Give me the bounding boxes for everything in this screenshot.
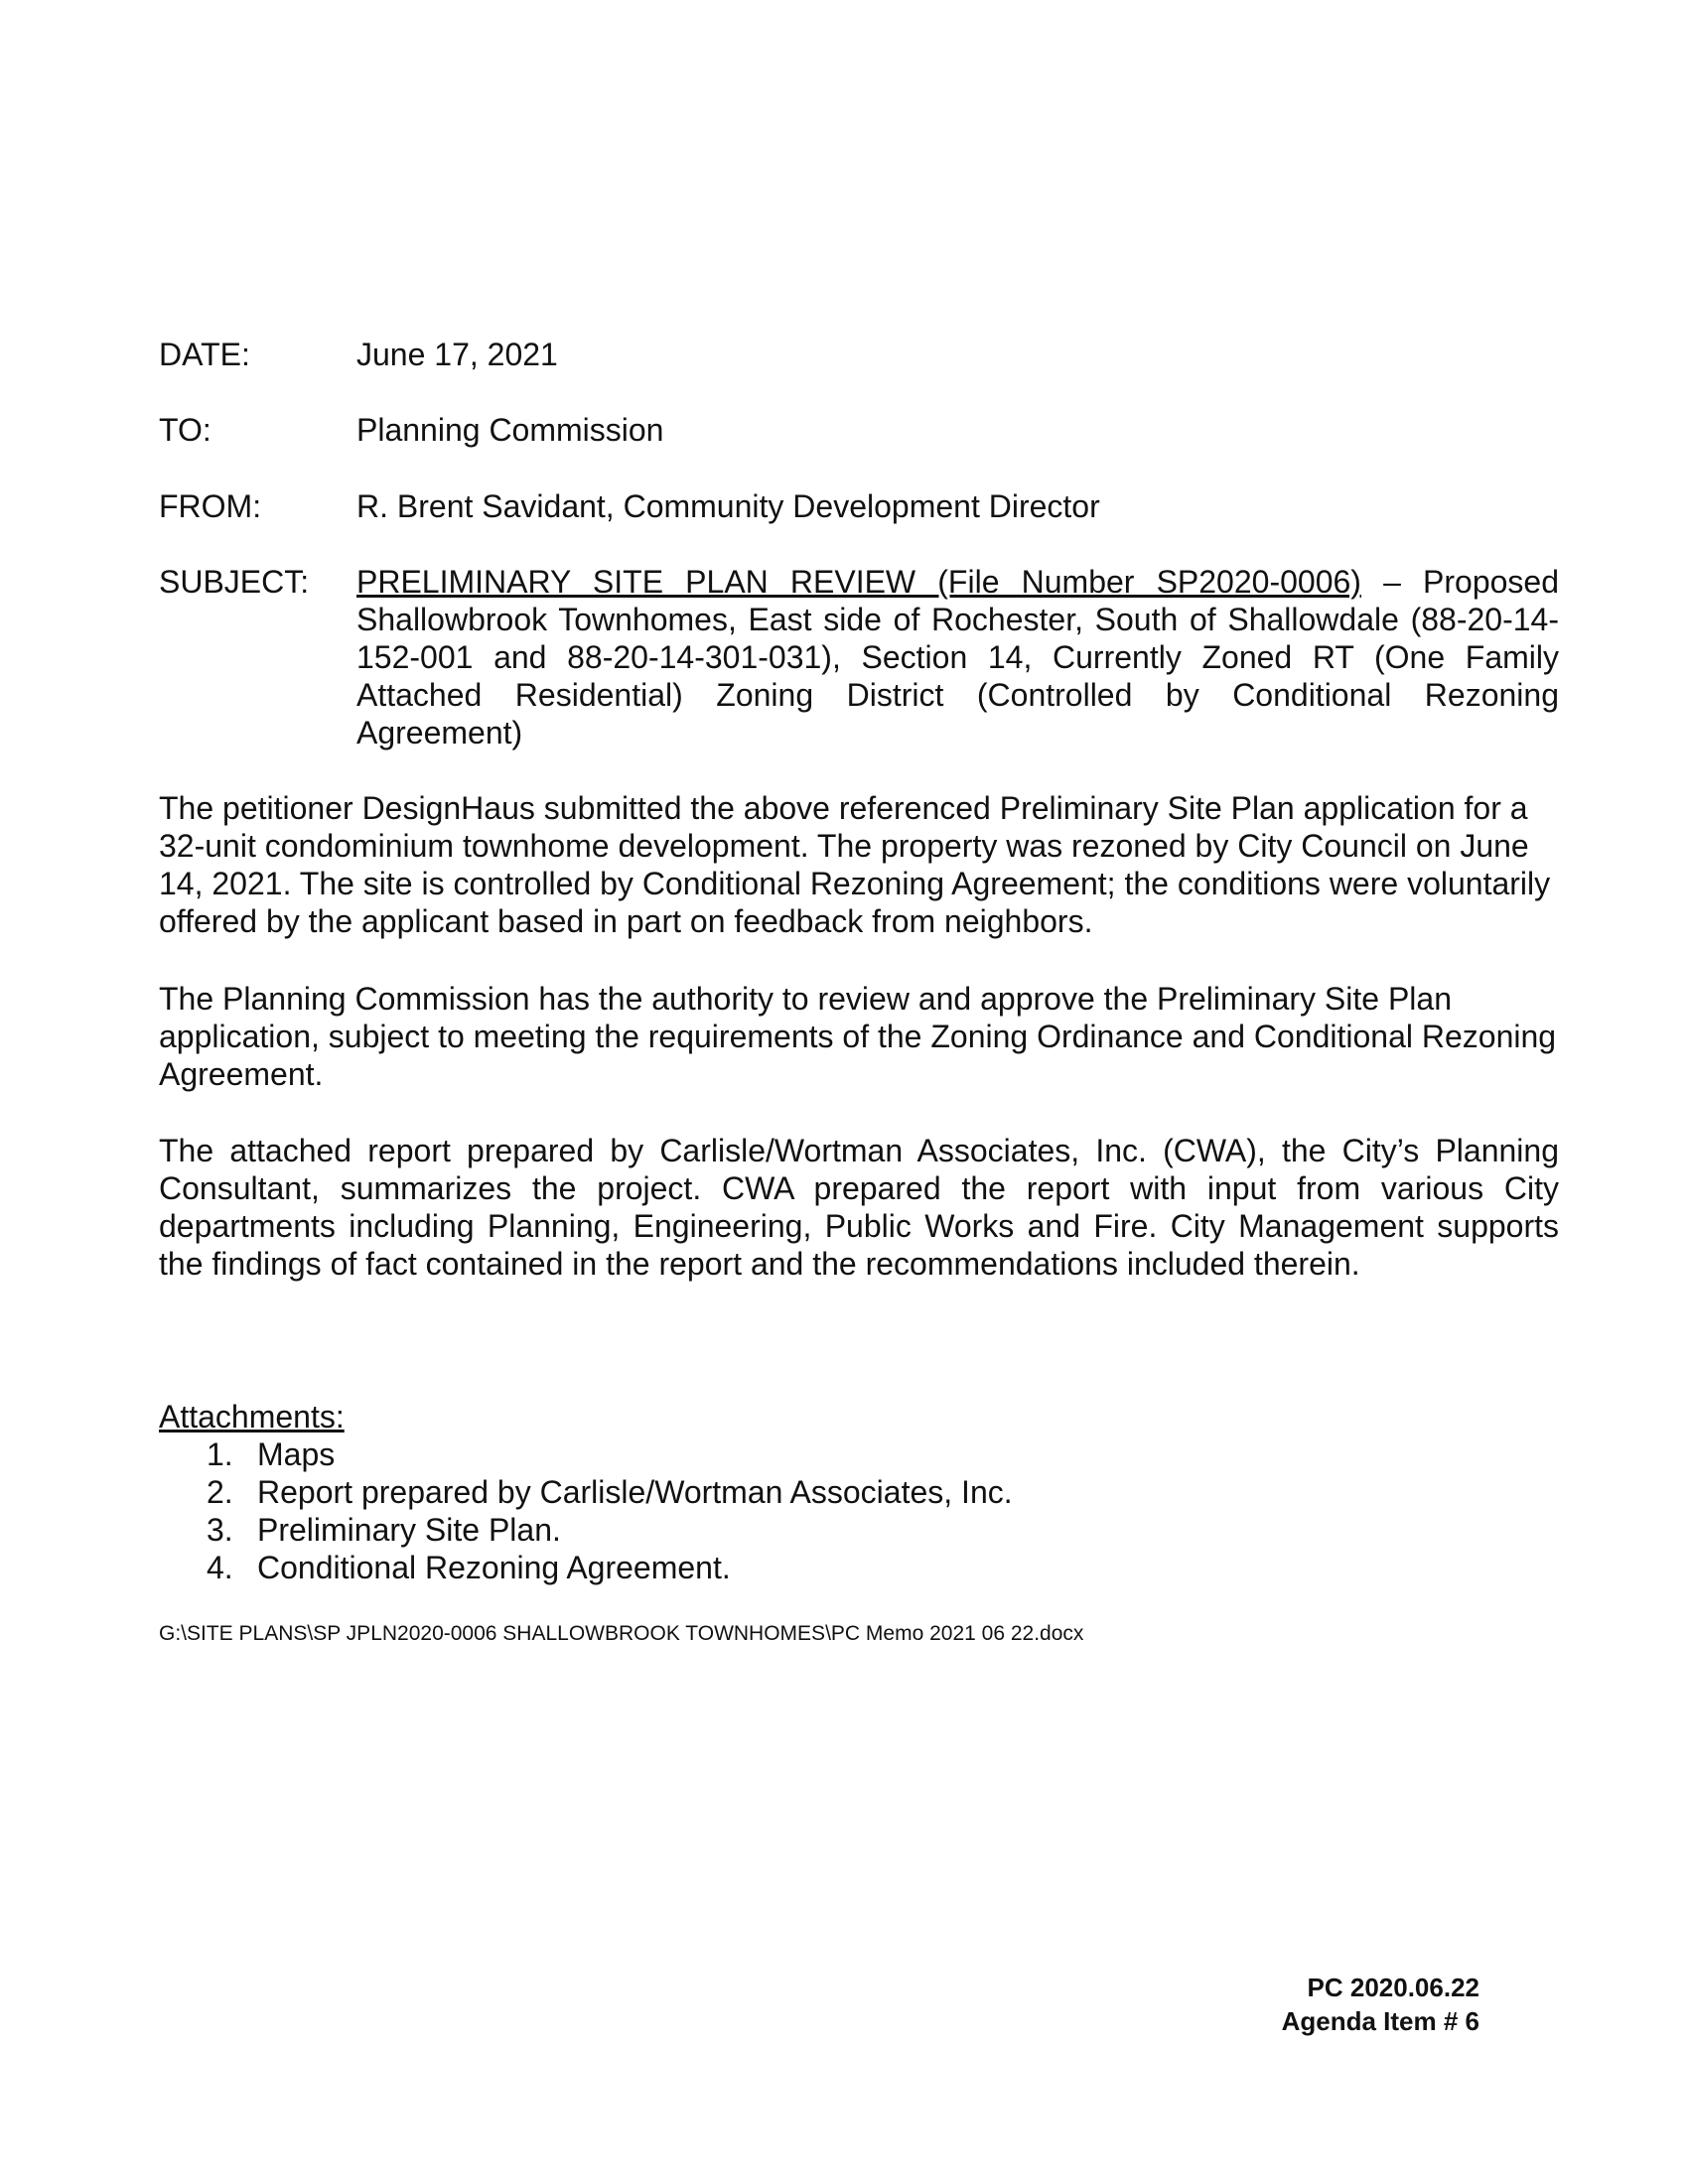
- subject-label: SUBJECT:: [159, 564, 310, 600]
- attachments-list: [159, 1435, 1350, 1586]
- attachment-number: 2.: [207, 1474, 233, 1510]
- attachments-section: [159, 1398, 1350, 1586]
- attachment-item: [159, 1435, 1350, 1473]
- to-value: Planning Commission: [356, 412, 664, 448]
- body-paragraph-1: The petitioner DesignHaus submitted the above referenced Preliminary Site Plan application for a 32-unit condominium townhome development. The property was rezoned by City Council on June 14, 2021. The site is controlled by Conditional Rezoning Agreement; the conditions were voluntarily offered by the applicant based in part on feedback from neighbors.: [159, 790, 1551, 939]
- from-label: FROM:: [159, 488, 262, 524]
- body-paragraph-2: The Planning Commission has the authority to review and approve the Preliminary Site Plan application, subject to meeting the requirements of the Zoning Ordinance and Conditional Rezoning Agreement.: [159, 981, 1557, 1092]
- from-value: R. Brent Savidant, Community Development Director: [356, 488, 1100, 524]
- subject-row: [159, 563, 1559, 761]
- attachments-title: Attachments:: [159, 1399, 345, 1434]
- attachment-item: [159, 1473, 1350, 1511]
- attachment-label: Report prepared by Carlisle/Wortman Associates, Inc.: [257, 1474, 1013, 1510]
- attachment-number: 1.: [207, 1436, 233, 1472]
- subject-title: PRELIMINARY SITE PLAN REVIEW (File Number SP2020-0006): [356, 564, 1361, 600]
- attachment-number: 3.: [207, 1512, 233, 1548]
- attachment-label: Conditional Rezoning Agreement.: [257, 1550, 731, 1585]
- attachment-item: [159, 1511, 1350, 1549]
- to-row: [159, 411, 1559, 451]
- attachment-label: Maps: [257, 1436, 336, 1472]
- subject-description: – Proposed Shallowbrook Townhomes, East side of Rochester, South of Shallowdale (88-20-14-152-001 and 88-20-14-301-031), Section 14, Currently Zoned RT (One Family Attached Residential) Zoning District (Controlled by Conditional Rezoning Agreement): [356, 564, 1560, 751]
- to-label: TO:: [159, 412, 211, 448]
- attachment-number: 4.: [207, 1550, 233, 1585]
- attachment-label: Preliminary Site Plan.: [257, 1512, 561, 1548]
- body-paragraph-3: The attached report prepared by Carlisle/Wortman Associates, Inc. (CWA), the City’s Planning Consultant, summarizes the project. CWA prepared the report with input from various City departments including Planning, Engineering, Public Works and Fire. City Management supports the findings of fact contained in the report and the recommendations included therein.: [159, 1133, 1559, 1282]
- date-value: June 17, 2021: [356, 337, 558, 372]
- agenda-footer: [1282, 1971, 1479, 2038]
- footer-agenda-item: Agenda Item # 6: [1281, 2006, 1479, 2036]
- from-row: [159, 487, 1559, 527]
- footer-meeting-code: PC 2020.06.22: [1307, 1973, 1479, 2002]
- file-path: G:\SITE PLANS\SP JPLN2020-0006 SHALLOWBROOK TOWNHOMES\PC Memo 2021 06 22.docx: [159, 1622, 1084, 1645]
- subject-value: [356, 563, 1559, 751]
- date-row: [159, 336, 1559, 375]
- date-label: DATE:: [159, 337, 250, 372]
- attachment-item: [159, 1549, 1350, 1586]
